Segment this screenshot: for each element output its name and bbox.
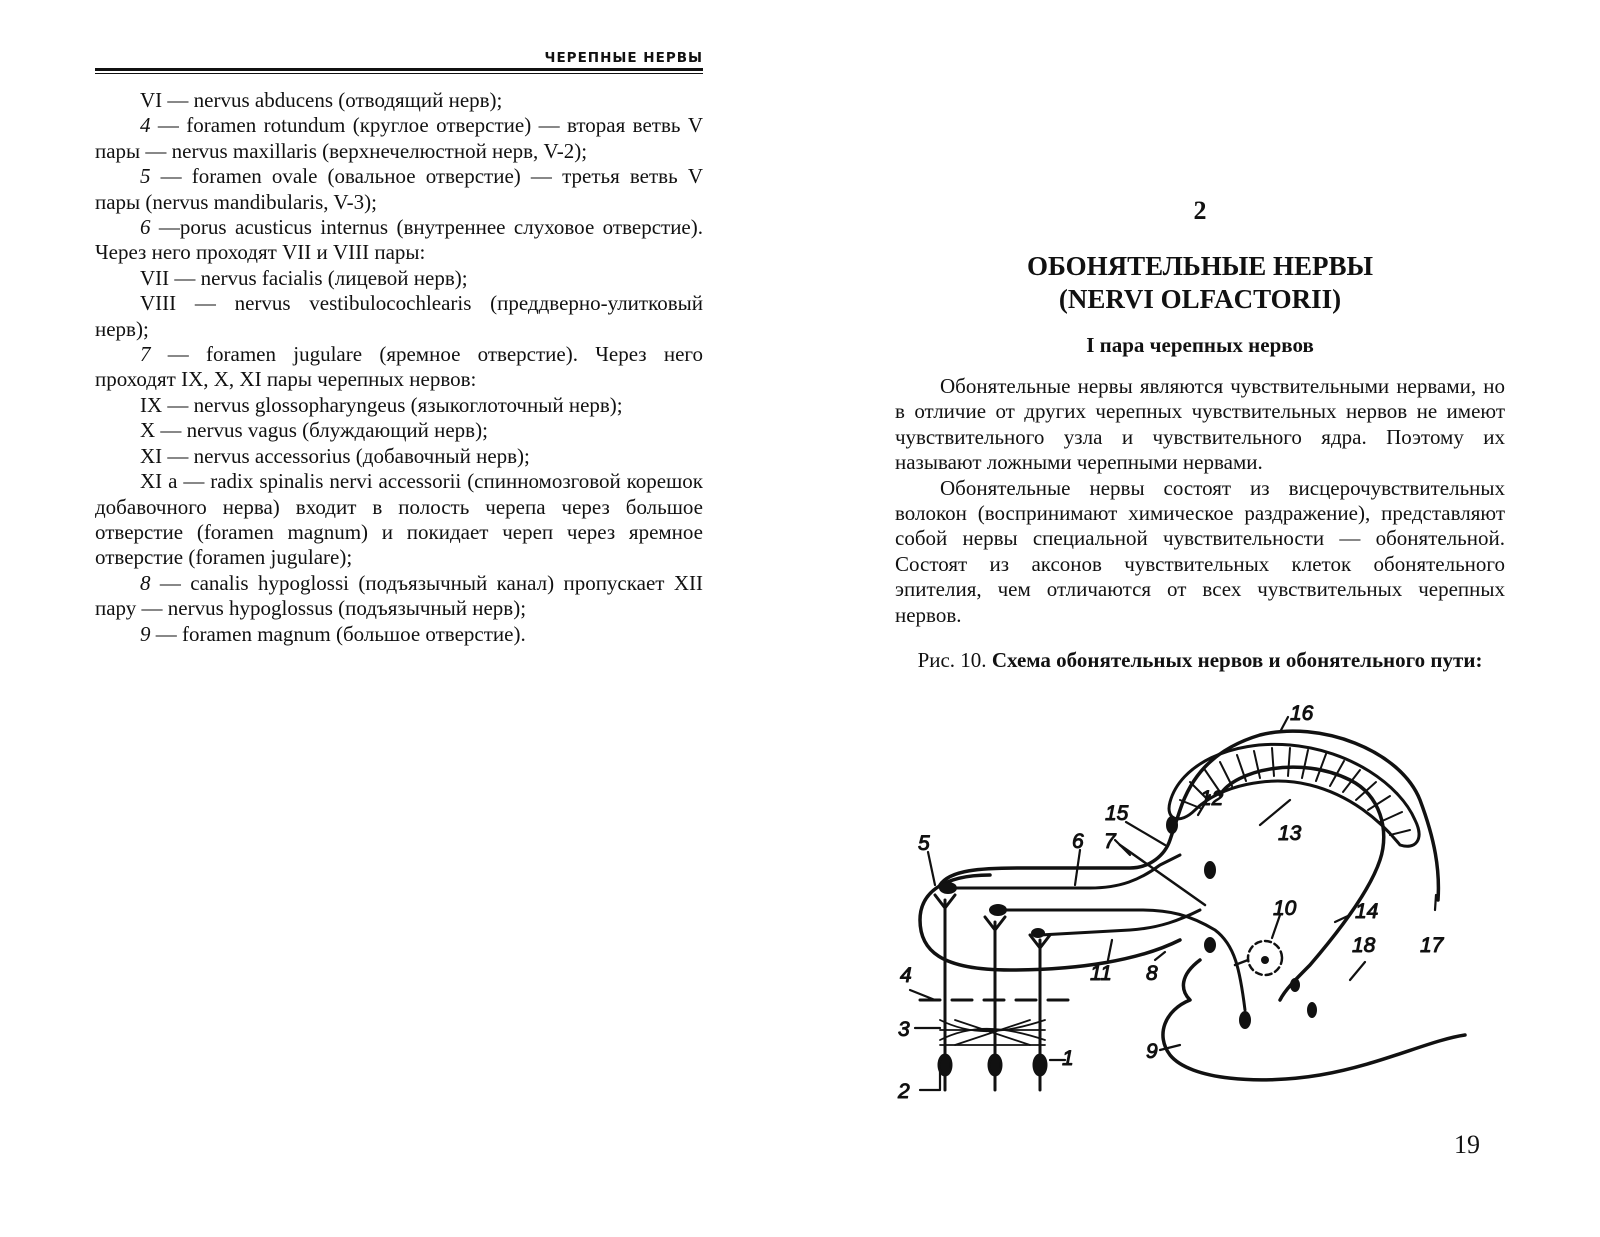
right-text-block — [895, 374, 1505, 628]
label-13: 13 — [1278, 822, 1302, 845]
chapter-title — [960, 250, 1440, 316]
list-item: 7 — foramen jugulare (яремное отверстие). Через него проходят IX, X, XI пары черепных нервов: — [95, 342, 703, 392]
label-12: 12 — [1200, 787, 1224, 810]
label-18: 18 — [1352, 934, 1376, 957]
mucosa-crossing-fibers — [940, 1020, 1045, 1045]
label-3: 3 — [898, 1018, 910, 1041]
list-item: IX — nervus glossopharyngeus (языкоглоточный нерв); — [140, 392, 623, 417]
cell-amygdala — [1239, 1011, 1251, 1029]
running-head: ЧЕРЕПНЫЕ НЕРВЫ — [544, 50, 703, 66]
paragraph: Обонятельные нервы являются чувствительными нервами, но в отличие от других черепных чувствительных нервов не имеют чувствительного узла и чувствительного ядра. Поэтому их называют ложными черепными нервами. — [895, 374, 1505, 475]
label-11: 11 — [1090, 962, 1112, 985]
list-item: 4 — foramen rotundum (круглое отверстие) — вторая ветвь V пары — nervus maxillaris (верхнечелюстной нерв, V-2); — [95, 113, 703, 163]
caption-prefix: Рис. 10. — [917, 648, 992, 672]
label-10: 10 — [1273, 897, 1297, 920]
list-item: 6 —porus acusticus internus (внутреннее слуховое отверстие). Через него проходят VII и VIII пары: — [95, 215, 703, 265]
label-15: 15 — [1105, 802, 1129, 825]
label-9: 9 — [1146, 1040, 1158, 1063]
cell-8 — [1204, 937, 1216, 953]
section-subtitle: I пара черепных нервов — [1086, 333, 1314, 357]
label-1: 1 — [1062, 1047, 1074, 1070]
cell-12 — [1204, 861, 1216, 879]
tract-fiber-1 — [950, 855, 1180, 888]
mitral-cell-5 — [939, 882, 957, 894]
list-item: 5 — foramen ovale (овальное отверстие) — третья ветвь V пары (nervus mandibularis, V-3); — [95, 164, 703, 214]
mitral-cell-6 — [989, 904, 1007, 916]
uncus-loop — [1163, 960, 1465, 1080]
receptor-neurons — [935, 895, 1050, 1090]
list-item: 8 — canalis hypoglossi (подъязычный канал) пропускает XII пару — nervus hypoglossus (подъязычный нерв); — [95, 570, 703, 621]
label-17: 17 — [1420, 934, 1444, 957]
label-2: 2 — [898, 1080, 910, 1103]
left-text-block — [95, 88, 703, 647]
header-rule-thick — [95, 68, 703, 71]
header-rule-thin — [95, 73, 703, 74]
list-item: VII — nervus facialis (лицевой нерв); — [140, 265, 468, 290]
cell-15 — [1166, 816, 1178, 834]
list-item: X — nervus vagus (блуждающий нерв); — [140, 418, 488, 443]
cell-14 — [1290, 978, 1300, 992]
label-6: 6 — [1072, 830, 1084, 853]
list-item: XI a — radix spinalis nervi accessorii (спинномозговой корешок добавочного нерва) входит в полость черепа через большое отверстие (foramen magnum) и покидает череп через яремное отверстие (foramen jugulare); — [95, 469, 703, 570]
chapter-number: 2 — [1193, 196, 1207, 225]
paragraph: Обонятельные нервы состоят из висцерочувствительных волокон (воспринимают химическое раздражение), представляют собой нервы специальной чувствительности — обонятельной. Состоят из аксонов чувствительных клеток обонятельного эпителия, чем отличаются от всех чувствительных черепных нервов. — [895, 475, 1505, 627]
cell-18 — [1307, 1002, 1317, 1018]
list-item: VI — nervus abducens (отводящий нерв); — [140, 88, 503, 112]
list-item: VIII — nervus vestibulocochlearis (преддверно-улитковый нерв); — [95, 291, 703, 341]
label-14: 14 — [1355, 900, 1379, 923]
caption-title: Схема обонятельных нервов и обонятельного пути: — [991, 648, 1483, 672]
tufted-cell — [1031, 928, 1045, 938]
label-7: 7 — [1104, 830, 1116, 853]
label-8: 8 — [1146, 962, 1158, 985]
page-number: 19 — [1454, 1130, 1480, 1159]
list-item: 9 — foramen magnum (большое отверстие). — [140, 621, 526, 646]
figure-caption — [895, 648, 1505, 673]
label-16: 16 — [1290, 702, 1314, 725]
olfactory-diagram — [880, 690, 1500, 1120]
chapter-title-line2: (NERVI OLFACTORII) — [1058, 284, 1342, 314]
list-item: XI — nervus accessorius (добавочный нерв); — [140, 443, 530, 468]
label-5: 5 — [918, 832, 930, 855]
hippocampal-arc-inner — [1220, 767, 1384, 1000]
chapter-title-line1: ОБОНЯТЕЛЬНЫЕ НЕРВЫ — [1026, 251, 1374, 281]
label-4: 4 — [900, 964, 912, 987]
